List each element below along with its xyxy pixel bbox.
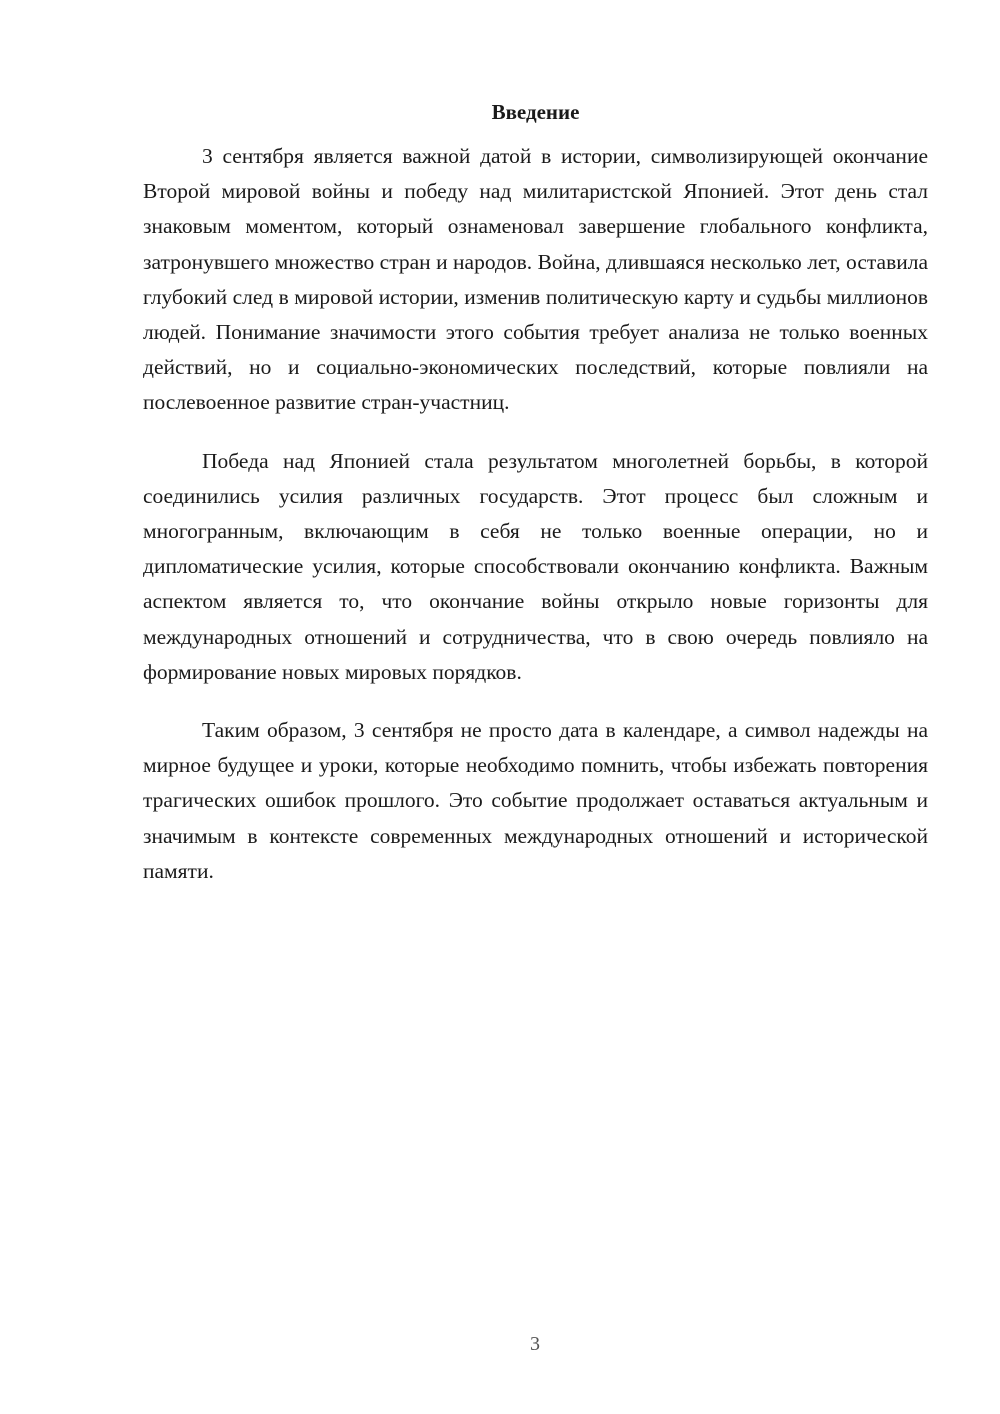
paragraph-2: Победа над Японией стала результатом многолетней борьбы, в которой соединились усилия различных государств. Этот процесс был сложным и многогранным, включающим в себя не только военные операции, но и дипломатические усилия, которые способствовали окончанию конфликта. Важным аспектом является то, что окончание войны открыло новые горизонты для международных отношений и сотрудничества, что в свою очередь повлияло на формирование новых мировых порядков. <box>143 448 928 684</box>
page-number: 3 <box>530 1333 540 1355</box>
document-body <box>143 97 928 912</box>
page-title: Введение <box>491 100 580 124</box>
paragraph-1: 3 сентября является важной датой в истории, символизирующей окончание Второй мировой войны и победу над милитаристской Японией. Этот день стал знаковым моментом, который ознаменовал завершение глобального конфликта, затронувшего множество стран и народов. Война, длившаяся несколько лет, оставила глубокий след в мировой истории, изменив политическую карту и судьбы миллионов людей. Понимание значимости этого события требует анализа не только военных действий, но и социально-экономических последствий, которые повлияли на послевоенное развитие стран-участниц. <box>143 144 928 415</box>
paragraph-3: Таким образом, 3 сентября не просто дата в календаре, а символ надежды на мирное будущее и уроки, которые необходимо помнить, чтобы избежать повторения трагических ошибок прошлого. Это событие продолжает оставаться актуальным и значимым в контексте современных международных отношений и исторической памяти. <box>143 718 928 883</box>
